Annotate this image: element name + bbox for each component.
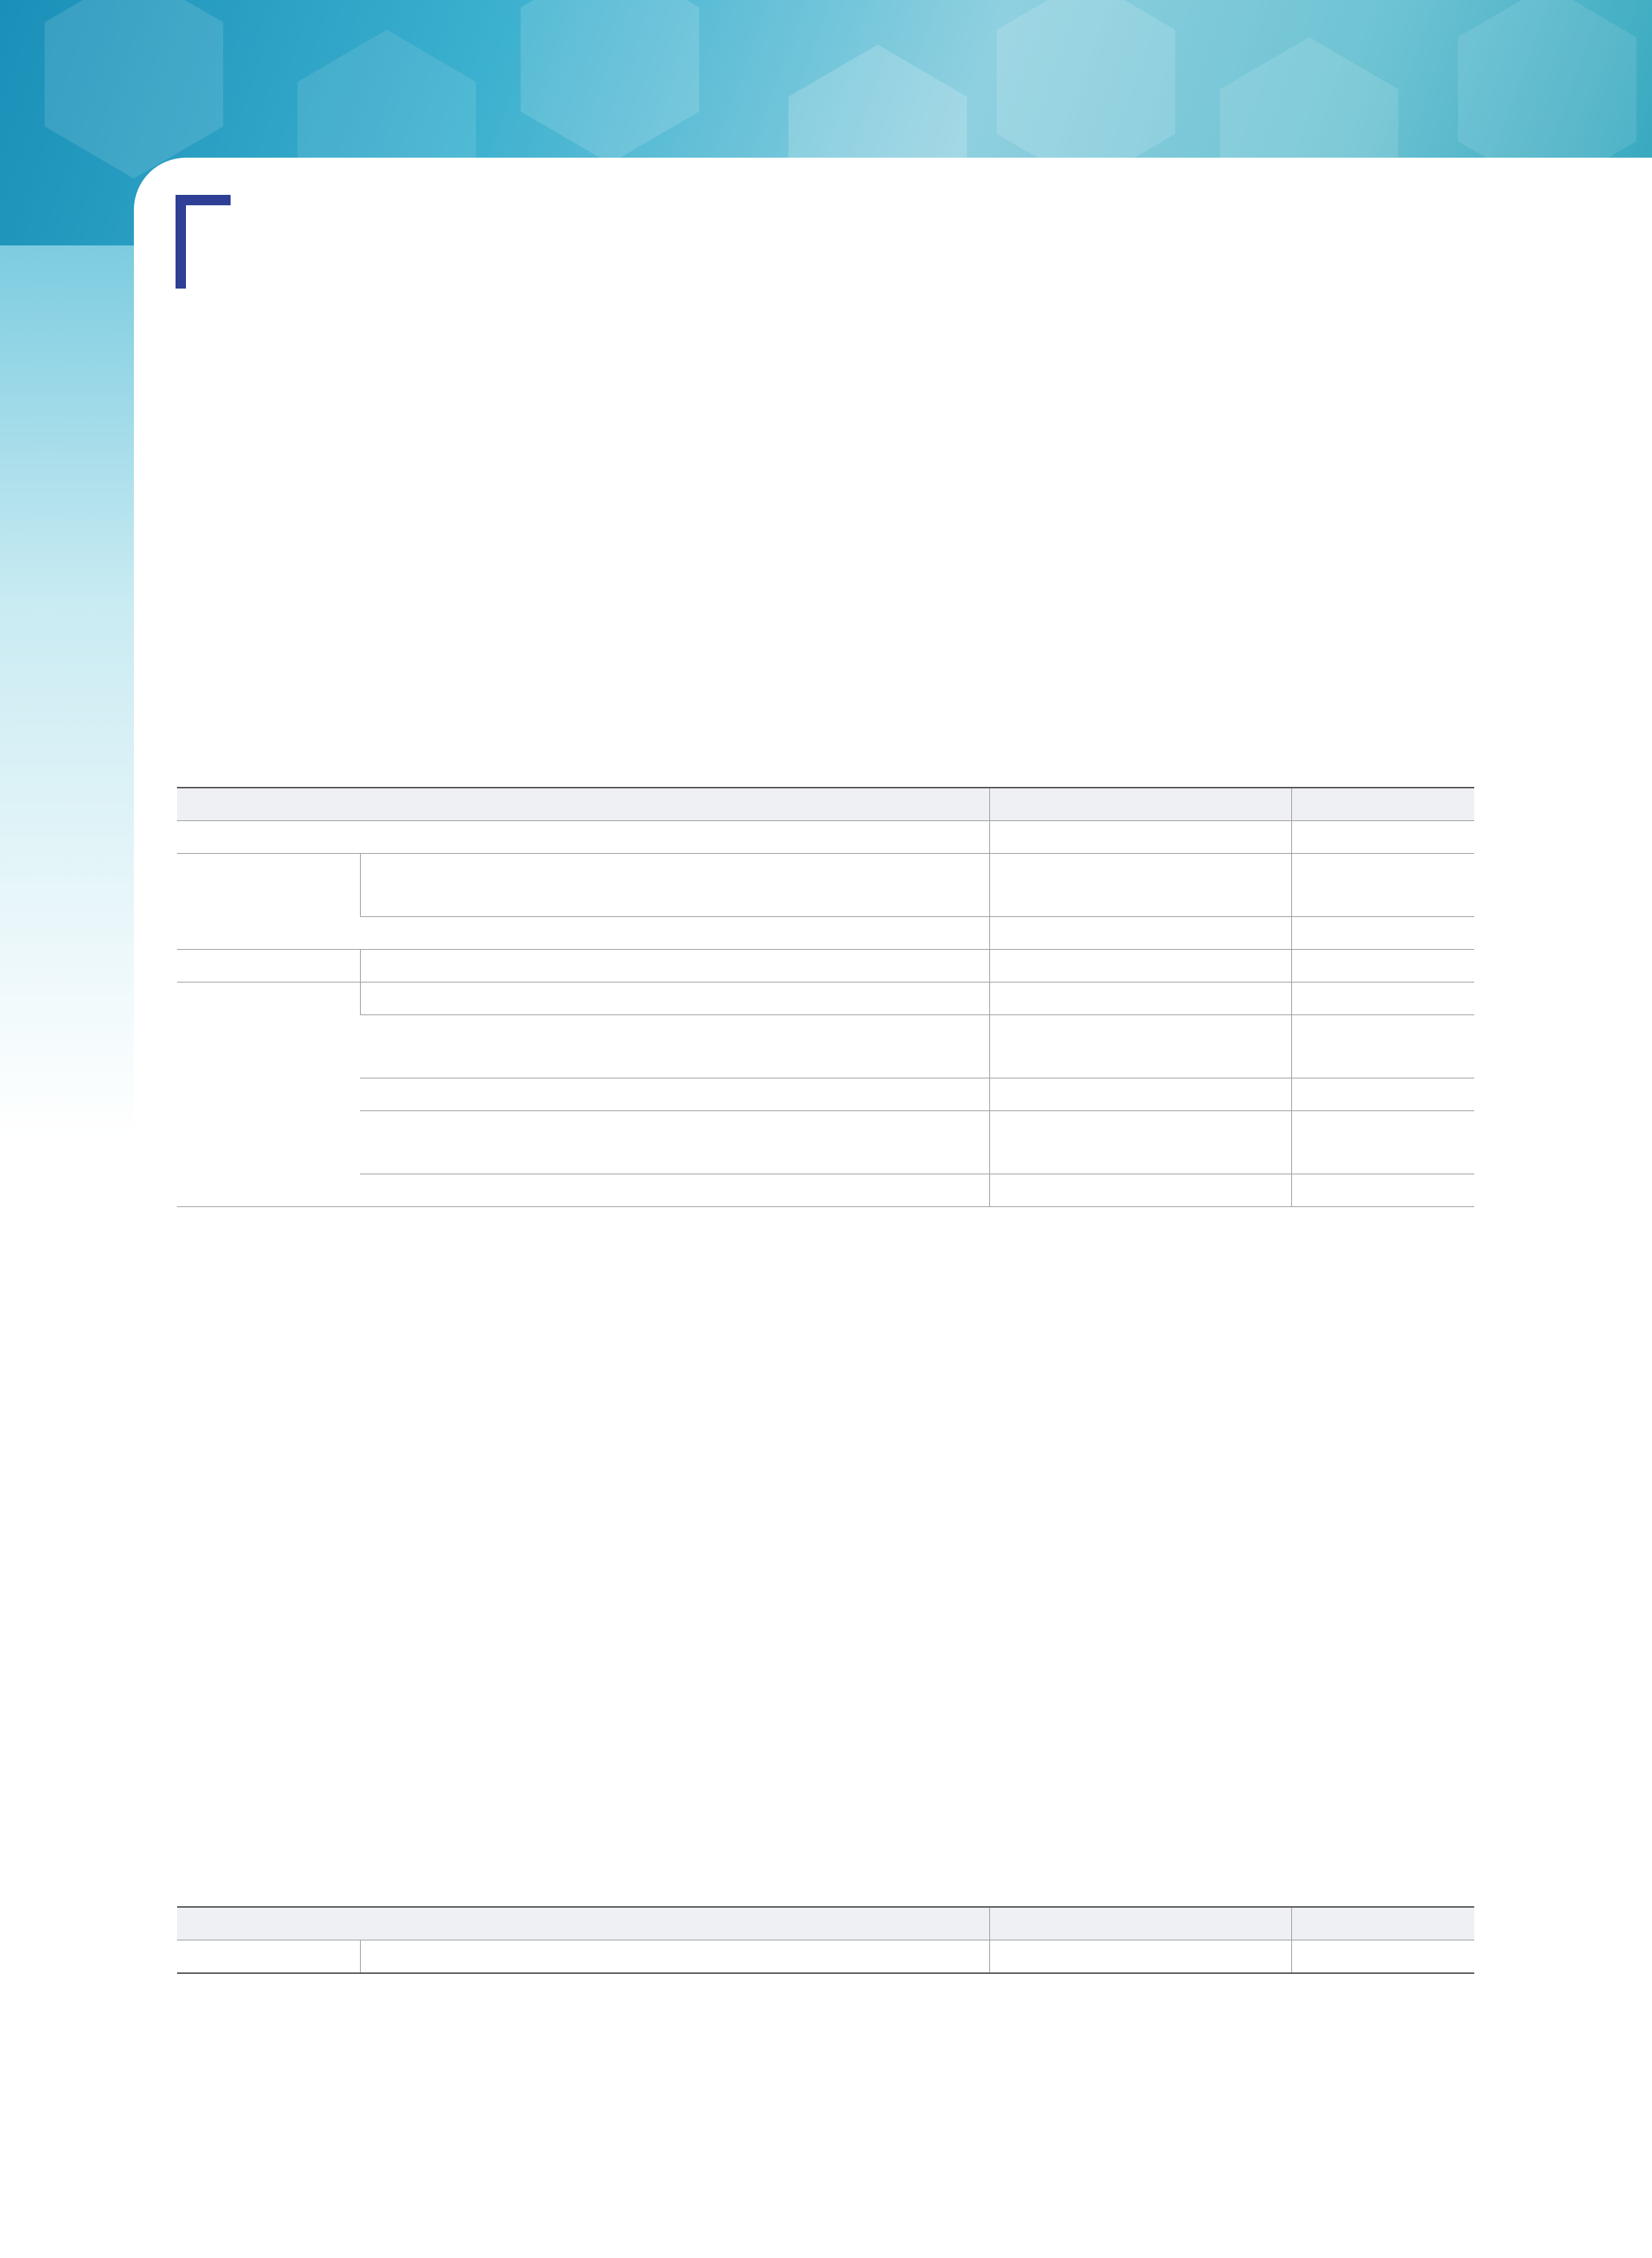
session-place (989, 982, 1291, 1015)
header-category (177, 1907, 989, 1940)
session-place (989, 854, 1291, 917)
table-row (177, 917, 1474, 950)
session-time (1291, 1111, 1474, 1174)
session-place (989, 821, 1291, 854)
title-bracket-top (176, 195, 231, 205)
header-time (1291, 788, 1474, 821)
header-category (177, 788, 989, 821)
session-time (1291, 950, 1474, 982)
table-header-row (177, 788, 1474, 821)
table-row (177, 1940, 1474, 1974)
session-time (1291, 821, 1474, 854)
category-cell (177, 854, 360, 950)
session-place (989, 1940, 1291, 1974)
session-name (360, 1111, 989, 1174)
session-name (360, 950, 989, 982)
session-name (360, 982, 989, 1015)
session-name (360, 917, 989, 950)
category-cell (177, 950, 360, 982)
header-place (989, 788, 1291, 821)
title-bracket-icon (176, 195, 186, 289)
table-row (177, 1078, 1474, 1111)
schedule-table-day3 (177, 787, 1474, 1207)
session-place (989, 1015, 1291, 1078)
category-cell (177, 1940, 360, 1974)
session-time (1291, 917, 1474, 950)
table-row (177, 1174, 1474, 1207)
header-time (1291, 1907, 1474, 1940)
session-time (1291, 1940, 1474, 1974)
session-place (989, 1174, 1291, 1207)
schedule-table-day4 (177, 1906, 1474, 1974)
session-name (360, 1015, 989, 1078)
session-name (177, 821, 989, 854)
session-name (360, 1174, 989, 1207)
session-name (360, 1940, 989, 1974)
table-row (177, 1015, 1474, 1078)
left-gradient-decoration (0, 245, 134, 1138)
table-row (177, 982, 1474, 1015)
table-row (177, 1111, 1474, 1174)
category-cell (177, 982, 360, 1207)
table-row (177, 950, 1474, 982)
session-time (1291, 1015, 1474, 1078)
session-name (360, 1078, 989, 1111)
session-place (989, 917, 1291, 950)
table-row (177, 854, 1474, 917)
table-row (177, 821, 1474, 854)
session-name (360, 854, 989, 917)
session-place (989, 1111, 1291, 1174)
session-time (1291, 982, 1474, 1015)
header-place (989, 1907, 1291, 1940)
session-time (1291, 1078, 1474, 1111)
session-place (989, 950, 1291, 982)
session-time (1291, 1174, 1474, 1207)
table-header-row (177, 1907, 1474, 1940)
session-time (1291, 854, 1474, 917)
session-place (989, 1078, 1291, 1111)
